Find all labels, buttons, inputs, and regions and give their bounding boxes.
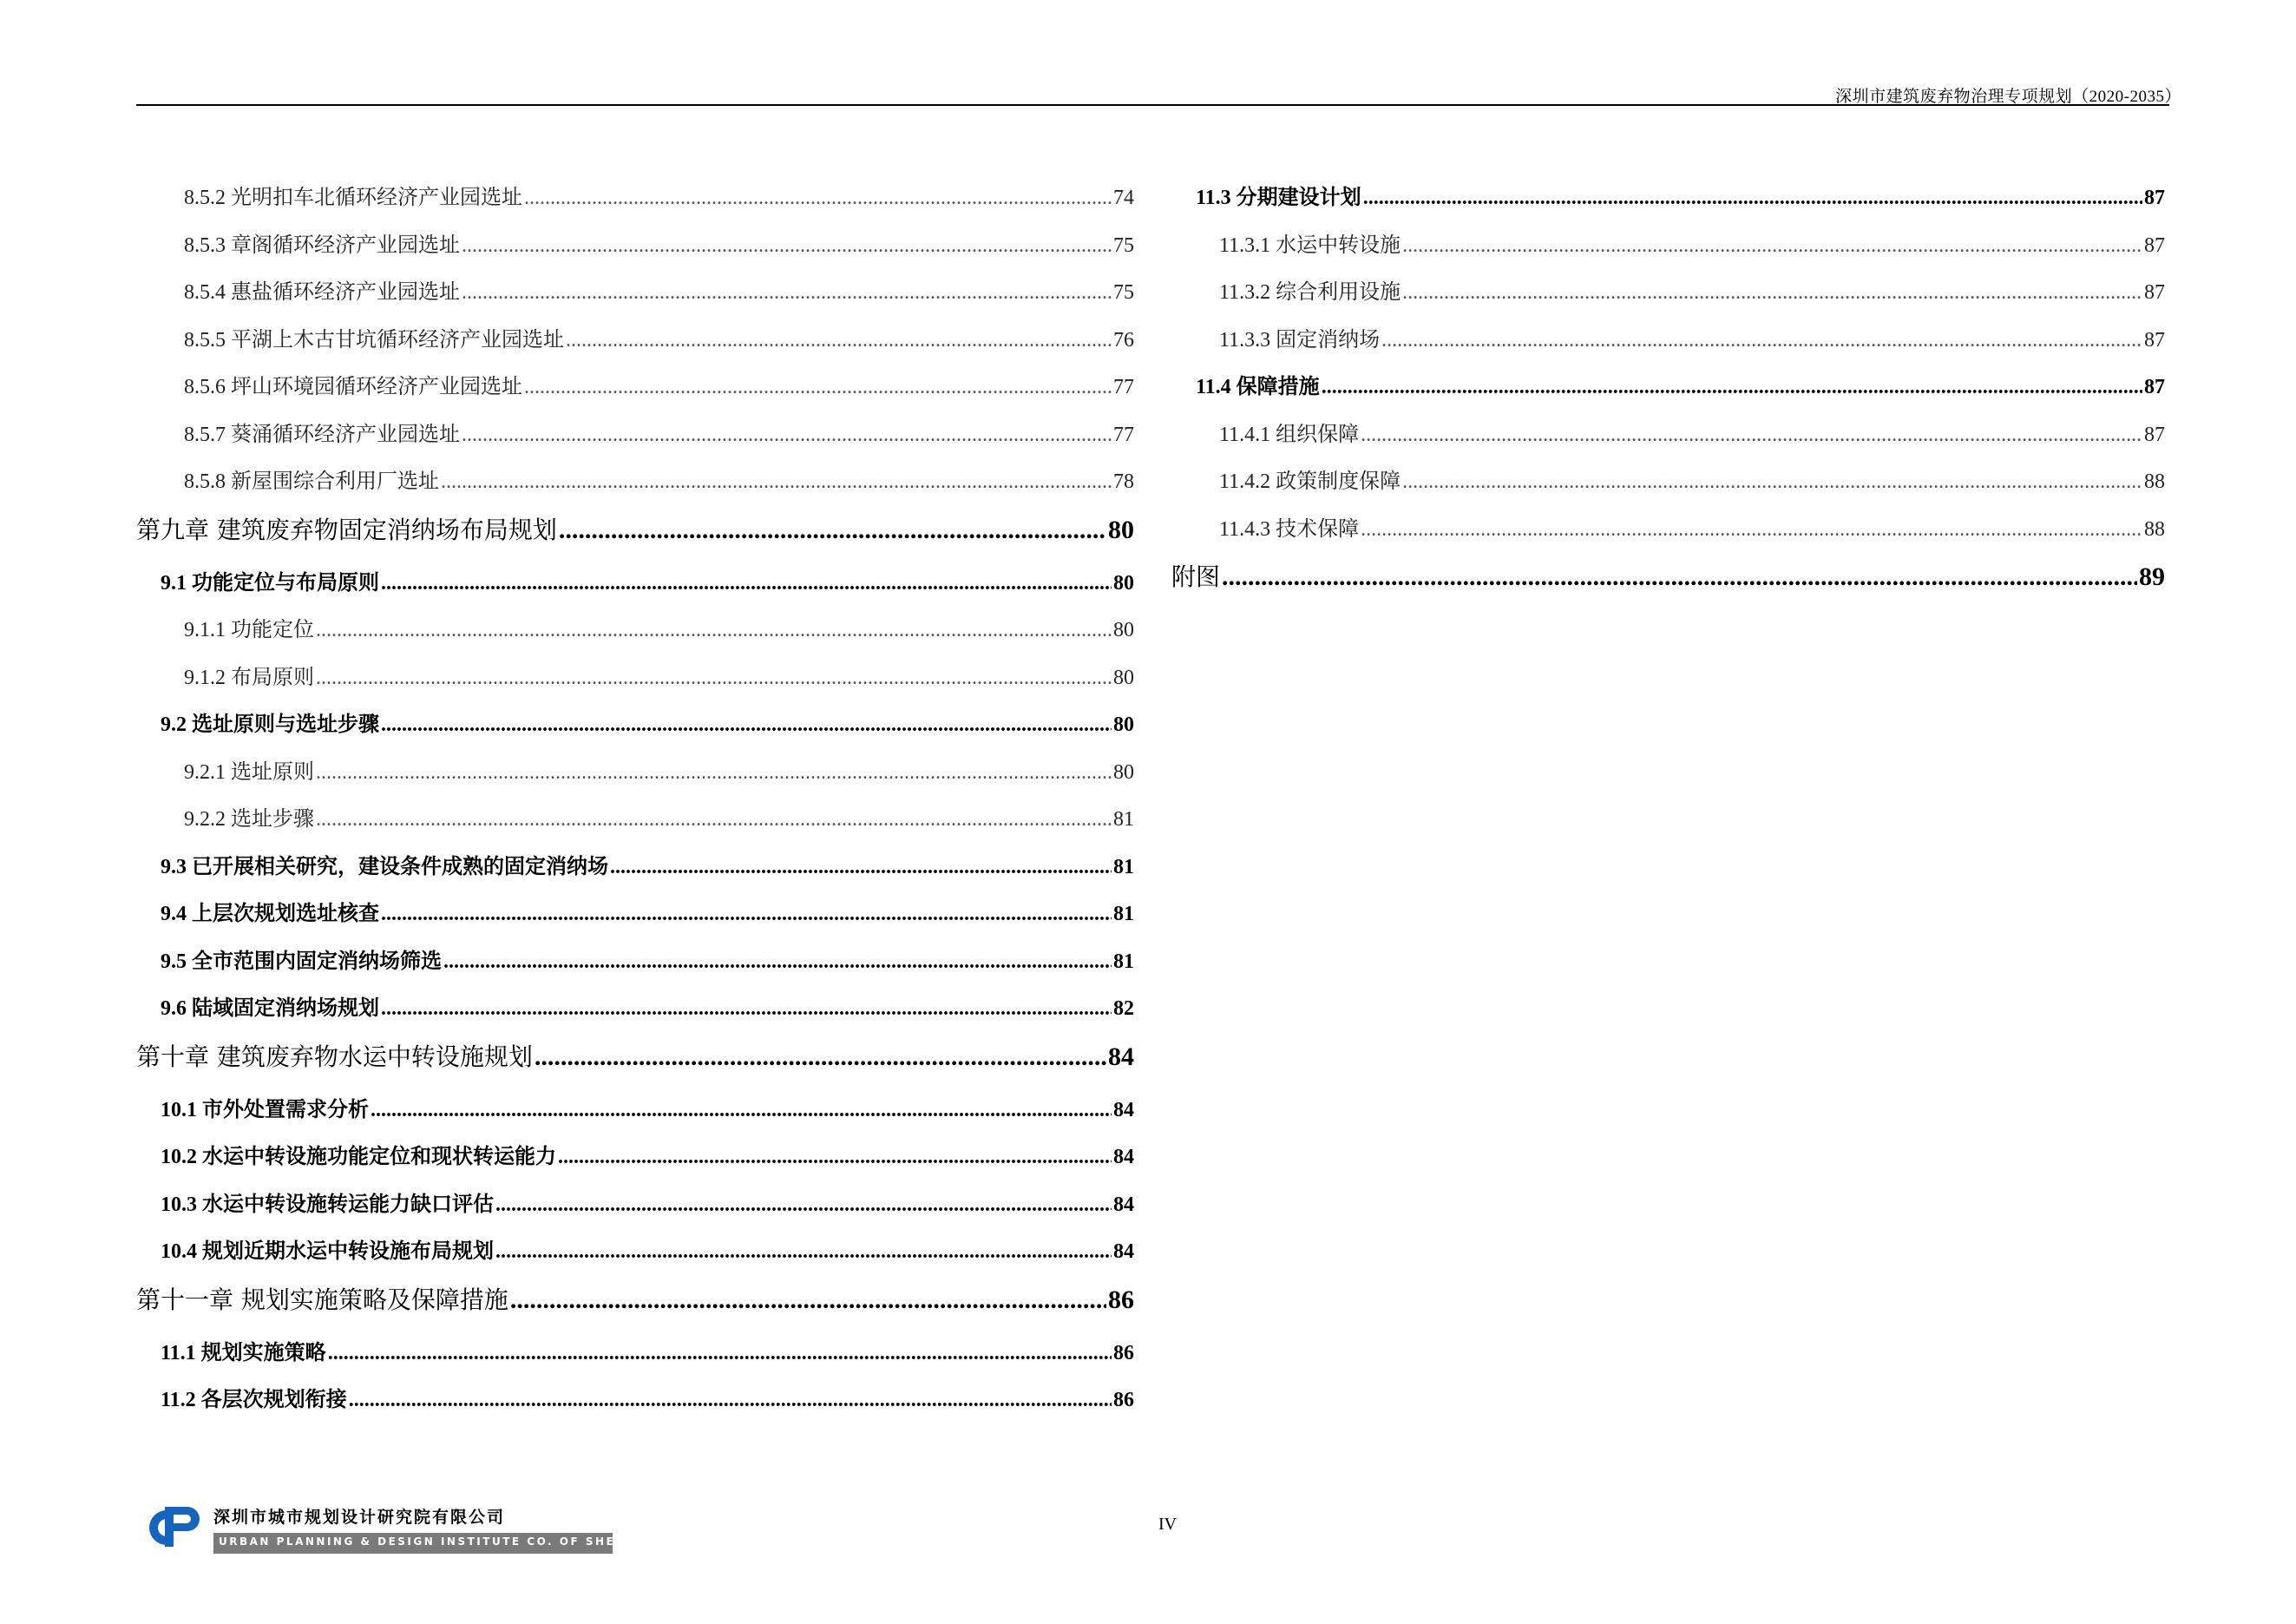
toc-entry[interactable]: [136, 180, 1134, 227]
toc-entry-page: 86: [1113, 1341, 1134, 1364]
toc-entry[interactable]: [1171, 322, 2165, 370]
toc-entry-title: 8.5.3 章阁循环经济产业园选址: [184, 233, 460, 257]
toc-dot-leader: [535, 1042, 1106, 1072]
toc-entry-title: 9.2.1 选址原则: [184, 760, 314, 784]
toc-entry-page: 81: [1113, 950, 1134, 973]
toc-entry-page: 87: [2144, 328, 2165, 352]
toc-entry-title: 9.4 上层次规划选址核查: [161, 903, 379, 925]
toc-entry-page: 77: [1113, 376, 1134, 398]
toc-entry[interactable]: [136, 1281, 1134, 1335]
toc-entry-page: 84: [1113, 1146, 1134, 1168]
toc-entry[interactable]: [1171, 180, 2165, 227]
toc-entry-page: 80: [1113, 666, 1134, 689]
toc-dot-leader: [1402, 281, 2142, 305]
toc-entry[interactable]: [136, 565, 1134, 613]
toc-entry-page: 87: [2144, 376, 2165, 398]
toc-entry-page: 86: [1108, 1285, 1134, 1314]
toc-entry-title: 10.2 水运中转设施功能定位和现状转运能力: [161, 1146, 556, 1168]
toc-entry-page: 81: [1113, 855, 1134, 878]
toc-dot-leader: [371, 1099, 1112, 1122]
toc-entry-page: 80: [1113, 713, 1134, 736]
toc-entry-page: 74: [1113, 187, 1134, 209]
toc-entry-page: 81: [1113, 808, 1134, 831]
toc-dot-leader: [462, 281, 1112, 305]
toc-dot-leader: [316, 667, 1112, 690]
toc-entry-title: 9.2.2 选址步骤: [184, 808, 314, 831]
toc-entry-title: 11.3.1 水运中转设施: [1219, 233, 1401, 257]
toc-entry-page: 75: [1113, 233, 1134, 257]
toc-entry-title: 9.6 陆域固定消纳场规划: [161, 997, 379, 1020]
toc-entry-title: 9.3 已开展相关研究，建设条件成熟的固定消纳场: [161, 855, 608, 878]
toc-entry-title: 8.5.8 新屋围综合利用厂选址: [184, 470, 439, 493]
toc-entry[interactable]: [136, 322, 1134, 370]
toc-dot-leader: [566, 329, 1112, 352]
toc-entry[interactable]: [136, 801, 1134, 849]
toc-entry-page: 75: [1113, 281, 1134, 304]
toc-entry-title: 11.4.1 组织保障: [1219, 423, 1360, 446]
toc-entry[interactable]: [136, 990, 1134, 1038]
toc-entry-page: 89: [2139, 562, 2165, 591]
toc-dot-leader: [381, 713, 1112, 737]
toc-entry[interactable]: [136, 1233, 1134, 1281]
toc-entry-title: 9.1.1 功能定位: [184, 619, 314, 641]
toc-entry-title: 11.1 规划实施策略: [161, 1341, 326, 1364]
toc-entry-page: 87: [2144, 281, 2165, 304]
toc-dot-leader: [559, 516, 1106, 545]
toc-dot-leader: [495, 1240, 1112, 1264]
toc-entry-page: 80: [1113, 571, 1134, 595]
toc-entry[interactable]: [136, 1382, 1134, 1430]
toc-dot-leader: [316, 619, 1112, 642]
toc-entry-title: 8.5.2 光明扣车北循环经济产业园选址: [184, 187, 522, 209]
toc-dot-leader: [381, 997, 1112, 1021]
toc-dot-leader: [316, 808, 1112, 832]
toc-entry-title: 8.5.6 坪山环境园循环经济产业园选址: [184, 376, 522, 398]
toc-entry[interactable]: [136, 754, 1134, 802]
toc-entry[interactable]: [136, 464, 1134, 511]
toc-entry-page: 77: [1113, 423, 1134, 446]
toc-dot-leader: [349, 1389, 1112, 1412]
toc-entry-page: 88: [2144, 517, 2165, 541]
toc-left-column: [136, 180, 1134, 1430]
toc-entry[interactable]: [1171, 464, 2165, 511]
toc-dot-leader: [524, 376, 1112, 399]
toc-entry[interactable]: [136, 1092, 1134, 1140]
toc-entry-title: 第十一章 规划实施策略及保障措施: [136, 1285, 508, 1314]
toc-entry-page: 81: [1113, 903, 1134, 925]
toc-entry-page: 86: [1113, 1389, 1134, 1411]
toc-dot-leader: [1361, 518, 2142, 542]
toc-dot-leader: [328, 1342, 1112, 1365]
toc-entry-page: 84: [1113, 1193, 1134, 1216]
toc-entry[interactable]: [136, 660, 1134, 707]
toc-entry[interactable]: [1171, 558, 2165, 612]
toc-entry-title: 10.3 水运中转设施转运能力缺口评估: [161, 1193, 494, 1216]
toc-dot-leader: [495, 1193, 1112, 1217]
toc-entry[interactable]: [136, 1187, 1134, 1234]
toc-entry-page: 88: [2144, 470, 2165, 493]
toc-dot-leader: [1222, 562, 2137, 592]
toc-entry[interactable]: [136, 943, 1134, 991]
toc-dot-leader: [1361, 424, 2142, 447]
toc-dot-leader: [441, 470, 1112, 494]
toc-entry-title: 10.1 市外处置需求分析: [161, 1098, 369, 1121]
toc-entry[interactable]: [136, 1038, 1134, 1092]
toc-dot-leader: [1381, 329, 2142, 352]
toc-dot-leader: [1402, 234, 2142, 258]
toc-entry[interactable]: [136, 369, 1134, 417]
toc-entry[interactable]: [136, 227, 1134, 275]
org-name-cn: 深圳市城市规划设计研究院有限公司: [213, 1508, 506, 1527]
toc-entry-page: 80: [1108, 515, 1134, 544]
toc-entry-title: 11.4.2 政策制度保障: [1219, 470, 1401, 493]
toc-entry-title: 第十章 建筑废弃物水运中转设施规划: [136, 1042, 533, 1071]
toc-dot-leader: [1402, 470, 2142, 494]
toc-dot-leader: [610, 856, 1112, 879]
toc-entry-title: 附图: [1171, 562, 1221, 591]
toc-entry-page: 80: [1113, 619, 1134, 641]
toc-dot-leader: [524, 187, 1112, 210]
toc-dot-leader: [1363, 187, 2142, 210]
header-title: 深圳市建筑废弃物治理专项规划（2020-2035）: [1835, 88, 2181, 106]
toc-entry-title: 9.1 功能定位与布局原则: [161, 571, 379, 595]
toc-entry[interactable]: [136, 707, 1134, 754]
org-name-en: URBAN PLANNING & DESIGN INSTITUTE CO. OF SHENZHEN: [219, 1535, 667, 1548]
toc-right-column: [1171, 180, 2165, 612]
toc-entry-page: 80: [1113, 760, 1134, 784]
toc-entry-title: 10.4 规划近期水运中转设施布局规划: [161, 1240, 494, 1263]
toc-entry-title: 9.5 全市范围内固定消纳场筛选: [161, 950, 442, 973]
toc-entry[interactable]: [1171, 369, 2165, 417]
toc-entry-title: 11.3 分期建设计划: [1196, 187, 1361, 209]
toc-entry[interactable]: [136, 612, 1134, 660]
toc-entry[interactable]: [136, 274, 1134, 322]
toc-dot-leader: [510, 1285, 1106, 1315]
toc-entry-page: 84: [1113, 1240, 1134, 1263]
toc-dot-leader: [1322, 376, 2142, 399]
toc-entry-page: 87: [2144, 423, 2165, 446]
toc-entry[interactable]: [136, 511, 1134, 565]
toc-dot-leader: [443, 950, 1112, 974]
toc-entry-title: 第九章 建筑废弃物固定消纳场布局规划: [136, 515, 557, 544]
toc-dot-leader: [381, 903, 1112, 926]
toc-entry-title: 9.2 选址原则与选址步骤: [161, 713, 379, 736]
toc-entry[interactable]: [136, 1139, 1134, 1187]
header-rule: [136, 104, 2169, 106]
toc-entry-title: 8.5.4 惠盐循环经济产业园选址: [184, 281, 460, 304]
cp-logo-icon: [141, 1500, 210, 1552]
toc-entry-title: 11.4.3 技术保障: [1219, 517, 1360, 541]
toc-entry-page: 76: [1113, 328, 1134, 352]
toc-entry[interactable]: [136, 1335, 1134, 1383]
toc-entry-title: 11.3.2 综合利用设施: [1219, 281, 1401, 304]
toc-entry-title: 11.3.3 固定消纳场: [1219, 328, 1381, 352]
toc-entry-title: 8.5.7 葵涌循环经济产业园选址: [184, 423, 460, 446]
toc-entry[interactable]: [136, 417, 1134, 464]
toc-entry[interactable]: [136, 849, 1134, 897]
page-number: IV: [1158, 1515, 1178, 1534]
toc-entry-page: 87: [2144, 187, 2165, 209]
toc-entry-page: 78: [1113, 470, 1134, 493]
toc-dot-leader: [462, 424, 1112, 447]
toc-entry[interactable]: [1171, 274, 2165, 322]
toc-entry-title: 11.4 保障措施: [1196, 376, 1320, 398]
toc-entry-title: 11.2 各层次规划衔接: [161, 1389, 347, 1411]
toc-entry[interactable]: [1171, 227, 2165, 275]
toc-entry-title: 8.5.5 平湖上木古甘坑循环经济产业园选址: [184, 328, 564, 352]
toc-entry[interactable]: [1171, 511, 2165, 559]
toc-dot-leader: [381, 572, 1112, 595]
toc-dot-leader: [462, 234, 1112, 258]
toc-dot-leader: [316, 761, 1112, 785]
toc-entry-page: 84: [1108, 1042, 1134, 1071]
toc-entry[interactable]: [136, 896, 1134, 943]
toc-entry-page: 87: [2144, 233, 2165, 257]
toc-dot-leader: [558, 1146, 1112, 1169]
toc-entry-page: 84: [1113, 1098, 1134, 1121]
toc-entry-title: 9.1.2 布局原则: [184, 666, 314, 689]
toc-entry-page: 82: [1113, 997, 1134, 1020]
toc-entry[interactable]: [1171, 417, 2165, 464]
